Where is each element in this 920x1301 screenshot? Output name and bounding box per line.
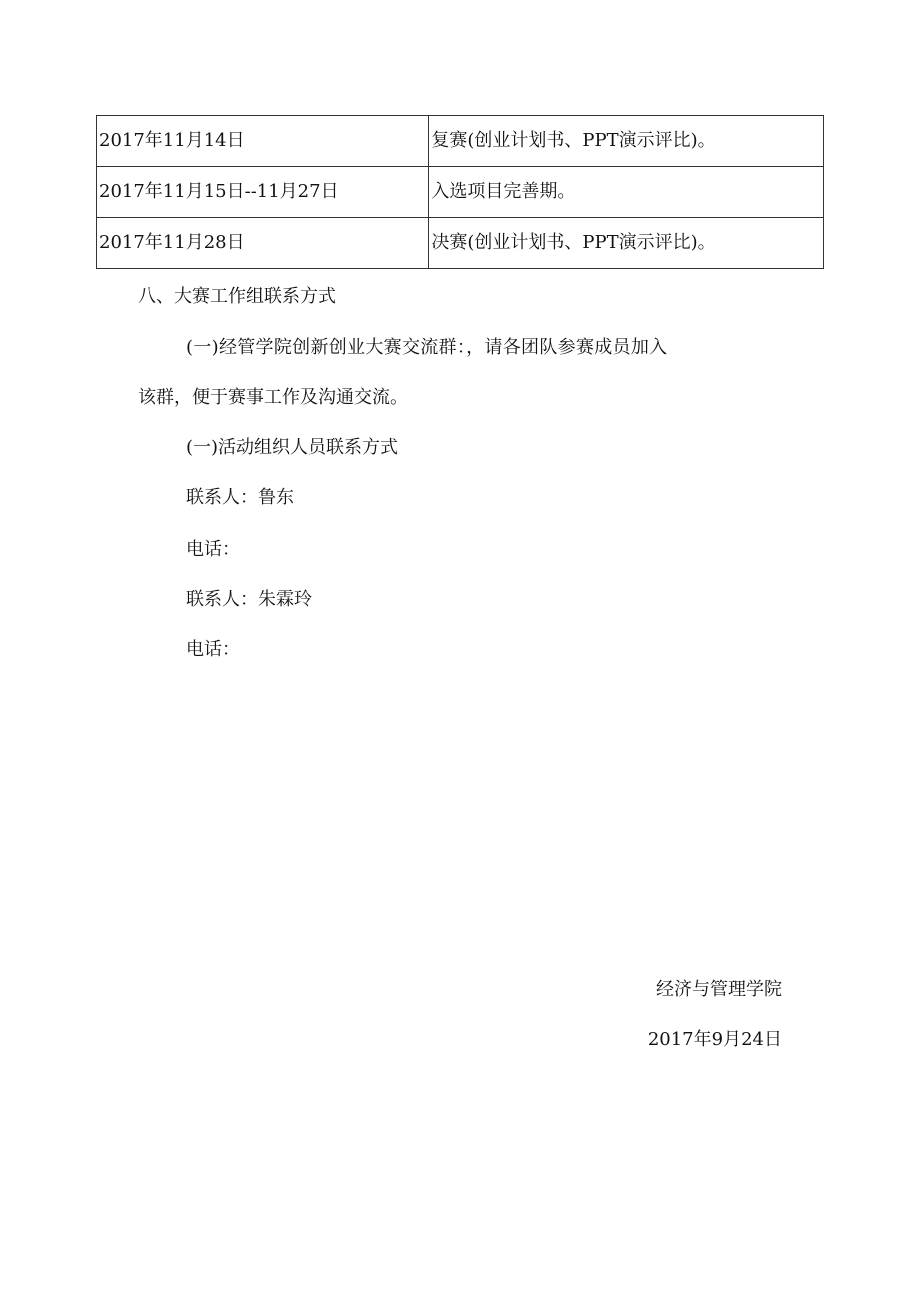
schedule-event-cell: 入选项目完善期。: [429, 167, 824, 218]
contact-name-1: 联系人：鲁东: [186, 487, 294, 508]
table-row: [97, 167, 824, 218]
table-row: [97, 116, 824, 167]
schedule-table: [96, 115, 824, 269]
schedule-event-cell: 复赛(创业计划书、PPT演示评比)。: [429, 116, 824, 167]
contact-phone-1: 电话：: [186, 539, 240, 560]
signature-organization: 经济与管理学院: [656, 979, 782, 1000]
contact-name-2: 联系人：朱霖玲: [186, 589, 312, 610]
chat-group-paragraph: (一)经管学院创新创业大赛交流群：，请各团队参赛成员加入: [186, 337, 668, 358]
schedule-date-cell: 2017年11月15日--11月27日: [97, 167, 429, 218]
schedule-date-cell: 2017年11月28日: [97, 218, 429, 269]
table-row: [97, 218, 824, 269]
schedule-event-cell: 决赛(创业计划书、PPT演示评比)。: [429, 218, 824, 269]
schedule-date-cell: 2017年11月14日: [97, 116, 429, 167]
organizer-contacts-subheading: (一)活动组织人员联系方式: [186, 437, 399, 458]
chat-group-paragraph-continuation: 该群，便于赛事工作及沟通交流。: [138, 387, 408, 408]
signature-date: 2017年9月24日: [647, 1029, 782, 1050]
contact-phone-2: 电话：: [186, 639, 240, 660]
section-heading: 八、大赛工作组联系方式: [138, 286, 336, 307]
